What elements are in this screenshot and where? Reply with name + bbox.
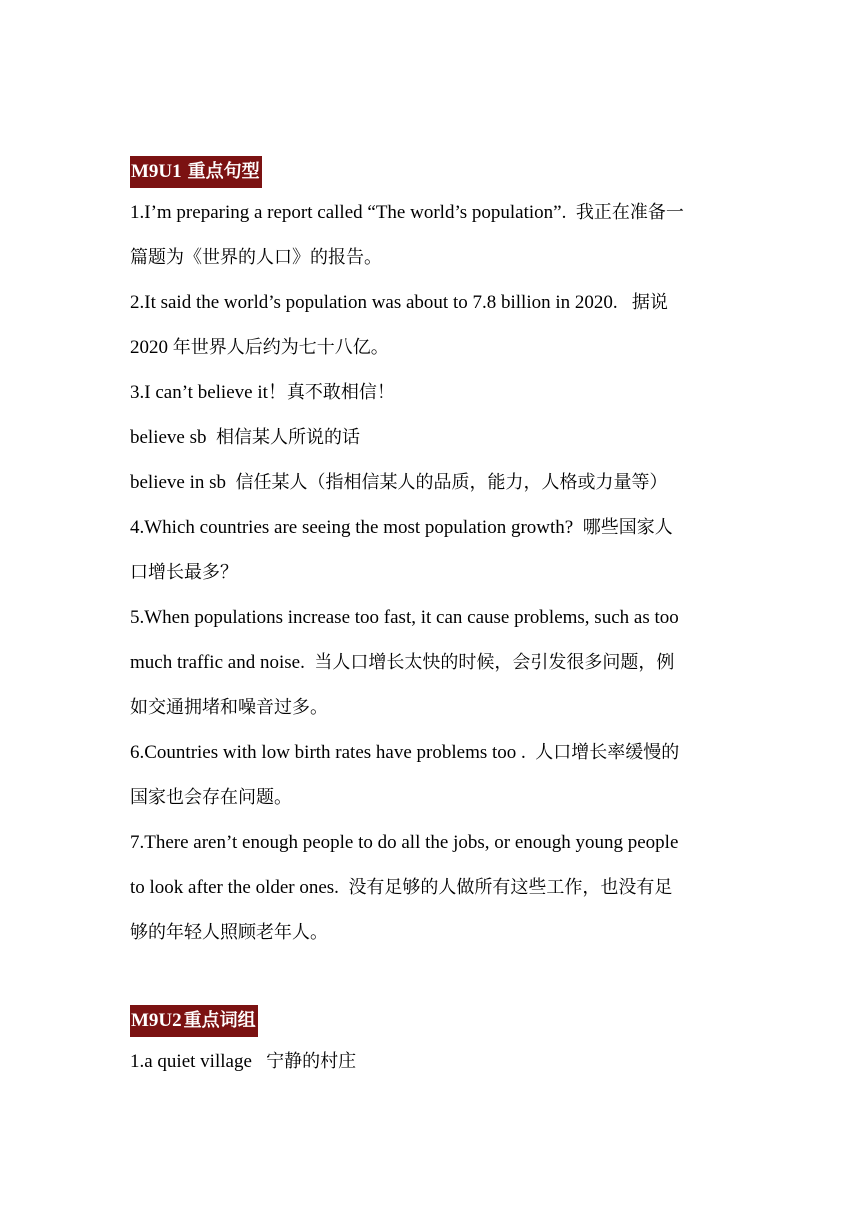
chinese-text: 够的年轻人照顾老年人。 — [130, 922, 328, 943]
sentence-line — [130, 235, 740, 280]
english-text: 2020 — [130, 337, 168, 358]
sentence-line — [130, 280, 740, 325]
heading-title: 重点句型 — [187, 161, 260, 182]
english-text: believe sb — [130, 427, 207, 448]
chinese-text: 相信某人所说的话 — [216, 427, 361, 448]
english-text: 2.It said the world’s population was about to 7.8 billion in 2020. — [130, 292, 618, 313]
sentence-line — [130, 730, 740, 775]
chinese-text: 年世界人后约为七十八亿。 — [172, 337, 389, 358]
heading-code: M9U2 — [131, 1010, 182, 1031]
english-text: 6.Countries with low birth rates have problems too . — [130, 742, 526, 763]
document-page — [130, 156, 740, 1084]
english-text: 3.I can’t believe it！ — [130, 382, 287, 403]
heading-code: M9U1 — [131, 161, 182, 182]
sentence-line — [130, 775, 740, 820]
chinese-text: 真不敢相信！ — [286, 382, 395, 403]
chinese-text: 没有足够的人做所有这些工作，也没有足 — [348, 877, 673, 898]
chinese-text: 篇题为《世界的人口》的报告。 — [130, 247, 382, 268]
english-text: believe in sb — [130, 472, 227, 493]
chinese-text: 当人口增长太快的时候，会引发很多问题，例 — [314, 652, 675, 673]
english-text: 7.There aren’t enough people to do all the jobs, or enough young people — [130, 832, 679, 853]
sentence-line — [130, 325, 740, 370]
english-text: 5.When populations increase too fast, it can cause problems, such as too — [130, 607, 679, 628]
chinese-text: 哪些国家人 — [582, 517, 673, 538]
chinese-text: 口增长最多？ — [130, 562, 238, 583]
sentence-line — [130, 820, 740, 865]
chinese-text: 宁静的村庄 — [266, 1051, 357, 1072]
english-text: 1.a quiet village — [130, 1051, 252, 1072]
sentence-line — [130, 865, 740, 910]
chinese-text: 信任某人（指相信某人的品质，能力，人格或力量等） — [235, 472, 668, 493]
chinese-text: 如交通拥堵和噪音过多。 — [130, 697, 328, 718]
heading-title: 重点词组 — [183, 1010, 256, 1031]
section-heading-m9u1 — [130, 156, 262, 188]
english-text: 1.I’m preparing a report called “The world’s population”. — [130, 202, 567, 223]
sentence-line — [130, 910, 740, 955]
section-heading-m9u2 — [130, 1005, 258, 1037]
sentence-line — [130, 415, 740, 460]
sentence-line — [130, 685, 740, 730]
english-text: much traffic and noise. — [130, 652, 305, 673]
english-text: 4.Which countries are seeing the most population growth? — [130, 517, 574, 538]
sentence-line — [130, 550, 740, 595]
chinese-text: 据说 — [631, 292, 668, 313]
sentence-line — [130, 505, 740, 550]
sentence-line — [130, 595, 740, 640]
sentence-line — [130, 460, 740, 505]
chinese-text: 我正在准备一 — [575, 202, 684, 223]
sentence-line — [130, 640, 740, 685]
sentence-line — [130, 370, 740, 415]
sentence-line — [130, 190, 740, 235]
english-text: to look after the older ones. — [130, 877, 339, 898]
chinese-text: 国家也会存在问题。 — [130, 787, 292, 808]
chinese-text: 人口增长率缓慢的 — [535, 742, 680, 763]
phrase-line — [130, 1039, 740, 1084]
